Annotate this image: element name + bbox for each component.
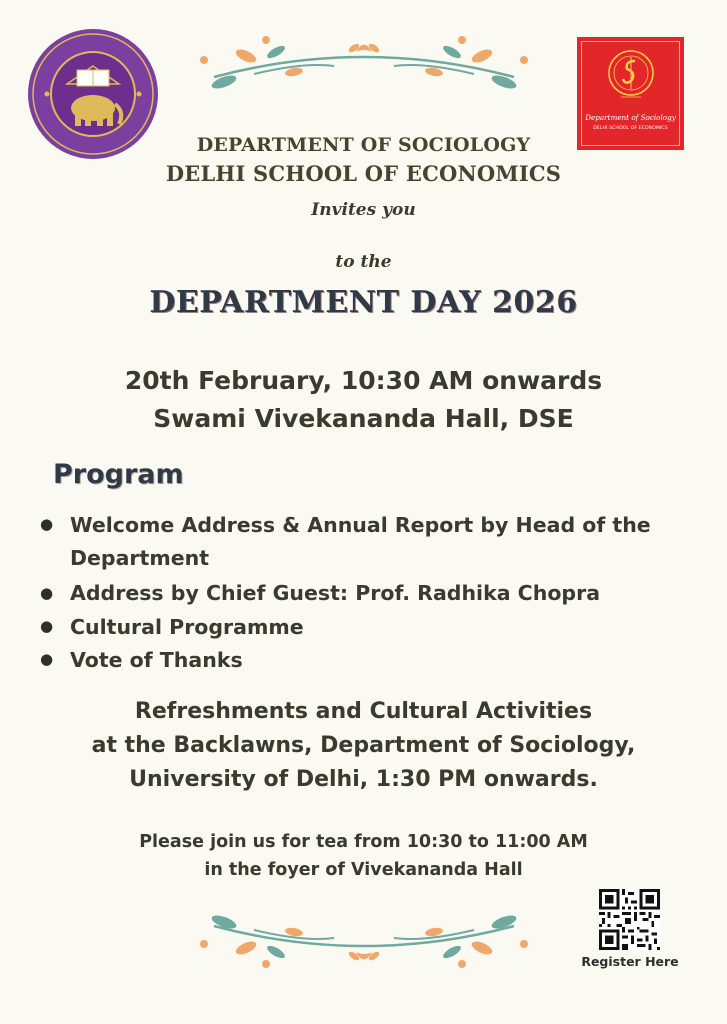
event-date-time: 20th February, 10:30 AM onwards	[124, 366, 603, 395]
refreshments-line-3: University of Delhi, 1:30 PM onwards.	[129, 767, 598, 792]
school-heading: DELHI SCHOOL OF ECONOMICS	[165, 161, 562, 186]
program-item: Address by Chief Guest: Prof. Radhika Chopra	[70, 581, 601, 605]
tea-line-1: Please join us for tea from 10:30 to 11:00 AM	[139, 832, 588, 852]
tea-line-2: in the foyer of Vivekananda Hall	[204, 860, 523, 880]
dos-logo-subtitle: DELHI SCHOOL OF ECONOMICS	[593, 126, 668, 131]
event-title: DEPARTMENT DAY 2026	[149, 285, 578, 320]
registration-qr-code[interactable]	[599, 889, 660, 950]
program-title: Program	[53, 459, 184, 490]
program-item: Cultural Programme	[70, 615, 304, 639]
program-item: Vote of Thanks	[70, 648, 243, 672]
top-floral-garland	[184, 32, 544, 96]
refreshments-info	[0, 695, 727, 797]
event-venue: Swami Vivekananda Hall, DSE	[153, 404, 574, 433]
bottom-floral-garland	[184, 906, 544, 970]
sociology-emblem-icon	[605, 47, 657, 107]
bullet-icon: ●	[40, 617, 54, 635]
register-here-label[interactable]: Register Here	[581, 954, 679, 969]
program-item: Welcome Address & Annual Report by Head of the Department	[70, 513, 651, 570]
to-the-text: to the	[335, 252, 392, 272]
bullet-icon: ●	[40, 584, 54, 602]
bullet-icon: ●	[40, 650, 54, 668]
invites-text: Invites you	[311, 200, 416, 220]
bullet-icon: ●	[40, 515, 54, 533]
tea-info	[0, 828, 727, 884]
department-heading: DEPARTMENT OF SOCIOLOGY	[196, 134, 531, 156]
dos-logo-title: Department of Sociology	[585, 113, 676, 122]
refreshments-line-2: at the Backlawns, Department of Sociology,	[91, 733, 636, 758]
refreshments-line-1: Refreshments and Cultural Activities	[134, 699, 593, 724]
